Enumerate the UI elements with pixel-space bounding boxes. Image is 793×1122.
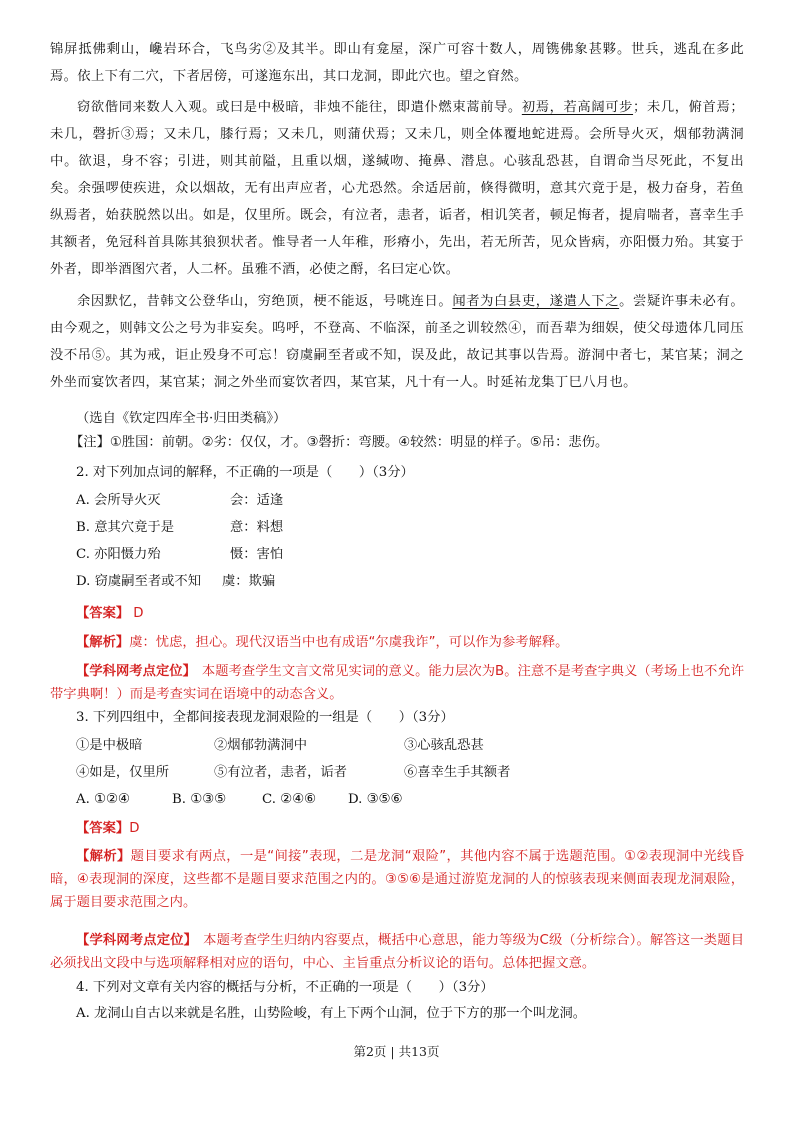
q3-analysis bbox=[50, 845, 744, 914]
analysis-tag: 【解析】 bbox=[76, 635, 130, 650]
underlined-sentence-2: 闻者为白县吏，遂遣人下之 bbox=[452, 294, 620, 309]
answer-tag: 【答案】 bbox=[76, 606, 130, 621]
q2-option-a-gloss: 会：适逢 bbox=[230, 493, 284, 508]
q2-option-b: B. 意其穴竟于是 bbox=[76, 520, 175, 535]
passage-text-2b: ；未几，俯首焉；未几，磬折③焉；又未几，膝行焉；又未几，则蒲伏焉；又未几，则全体覆地蛇进焉。会所导火灭，烟郁勃满洞中。欲退，身不容；引进，则其前隘，且重以烟，遂缄吻、掩鼻、潜息。心骇乱恐甚，自谓命当尽死此，不复出矣。余强啰使疾进，众以烟故，无有出声应者，心尤恐然。余适居前，倏得微明，意其穴竟于是，极力奋身，若鱼纵焉者，始获脱然以出。如是，仅里所。既会，有泣者，恚者，诟者，相讥笑者，顿足悔者，提肩喘者，喜幸生手其额者，免冠科首具陈其狼狈状者。惟导者一人年稚，形瘠小，先出，若无所苦，见众皆病，亦阳慑力殆。其宴于外者，即举酒图穴者，人二杯。虽雅不酒，必使之酹，名曰定心饮。 bbox=[50, 100, 744, 277]
q3-choice-c: C. ②④⑥ bbox=[262, 792, 316, 807]
q2-option-c: C. 亦阳慑力殆 bbox=[76, 547, 161, 562]
q2-option-b-gloss: 意：料想 bbox=[230, 520, 284, 535]
underlined-sentence-1: 初焉，若高阔可步 bbox=[521, 100, 634, 115]
passage-text-3a: 余因默忆，昔韩文公登华山，穷绝顶，梗不能返，号咷连日。 bbox=[77, 294, 453, 309]
passage-paragraph-3 bbox=[50, 288, 744, 396]
q3-choice-b: B. ①③⑤ bbox=[172, 792, 226, 807]
q2-option-d-gloss: 虞：欺骗 bbox=[222, 574, 276, 589]
analysis-tag: 【解析】 bbox=[76, 849, 131, 864]
analysis-text: 虞：忧虑，担心。现代汉语当中也有成语“尔虞我诈”，可以作为参考解释。 bbox=[129, 635, 569, 650]
passage-paragraph-2 bbox=[50, 94, 744, 283]
knowledge-point-tag: 【学科网考点定位】 bbox=[76, 664, 196, 679]
q3-choice-a: A. ①②④ bbox=[76, 792, 130, 807]
q3-item-2: ②烟郁勃满洞中 bbox=[214, 738, 308, 753]
passage-note: 【注】①胜国：前朝。②劣：仅仅，才。③磬折：弯腰。④较然：明显的样子。⑤吊：悲伤。 bbox=[70, 435, 609, 450]
passage-text-3b: 。尝疑许事未必有。由今观之，则韩文公之号为非妄矣。呜呼，不登高、不临深，前圣之训较然④，而吾辈为细娱，使父母遗体几同压没不吊⑤。其为戒，讵止殁身不可忘！窃虞嗣至者或不知，误及此，故记其事以告焉。游洞中者七，某官某；洞之外坐而宴饮者四，某官某；洞之外坐而宴饮者四，某官某，凡十有一人。时延祐龙集丁巳八月也。 bbox=[50, 294, 744, 390]
answer-tag: 【答案】 bbox=[76, 821, 130, 836]
answer-value: D bbox=[133, 606, 144, 621]
passage-text-1: 锦屏抵佛剩山，巉岩环合，飞鸟劣②及其半。即山有龛屋，深广可容十数人，周镌佛象甚夥。世兵，逃乱在多此焉。依上下有二穴，下者居傍，可遂迤东出，其口龙洞，即此穴也。望之窅然。 bbox=[50, 42, 744, 84]
q3-stem: 3. 下列四组中，全都间接表现龙洞艰险的一组是（ ）（3分） bbox=[76, 710, 454, 725]
passage-text-2a: 窃欲偕同来数人入观。或曰是中极暗，非烛不能往，即遣仆燃束蒿前导。 bbox=[77, 100, 522, 115]
passage-source: （选自《钦定四库全书·归田类稿》） bbox=[76, 411, 287, 426]
passage-paragraph-1 bbox=[50, 36, 744, 90]
q2-knowledge-point bbox=[50, 660, 744, 706]
answer-value: D bbox=[129, 821, 140, 836]
knowledge-point-text: 本题考查学生文言文常见实词的意义。能力层次为B。注意不是考查字典义（考场上也不允许带字典啊！）而是考查实词在语境中的动态含义。 bbox=[50, 664, 745, 702]
q3-item-3: ③心骇乱恐甚 bbox=[404, 738, 484, 753]
q3-answer bbox=[76, 818, 139, 840]
q2-option-a: A. 会所导火灭 bbox=[76, 493, 161, 508]
q2-analysis bbox=[50, 631, 744, 654]
knowledge-point-text: 本题考查学生归纳内容要点，概括中心意思，能力等级为C级（分析综合）。解答这一类题目必须找出文段中与选项解释相对应的语句，中心、主旨重点分析议论的语句。总体把握文意。 bbox=[50, 933, 744, 971]
q3-item-4: ④如是，仅里所 bbox=[76, 765, 170, 780]
q3-choice-d: D. ③⑤⑥ bbox=[348, 792, 403, 807]
q3-item-6: ⑥喜幸生手其额者 bbox=[404, 765, 511, 780]
q2-stem: 2. 对下列加点词的解释，不正确的一项是（ ）（3分） bbox=[76, 465, 414, 480]
q4-option-a: A. 龙洞山自古以来就是名胜，山势险峻，有上下两个山洞，位于下方的那一个叫龙洞。 bbox=[76, 1006, 587, 1021]
q2-option-d: D. 窃虞嗣至者或不知 bbox=[76, 574, 202, 589]
q3-knowledge-point bbox=[50, 929, 744, 975]
analysis-text: 题目要求有两点，一是“间接”表现，二是龙洞“艰险”，其他内容不属于选题范围。①②表现洞中光线昏暗，④表现洞的深度，这些都不是题目要求范围之内的。③⑤⑥是通过游览龙洞的人的惊骇表现来侧面表现龙洞艰险，属于题目要求范围之内。 bbox=[50, 849, 744, 910]
q3-item-1: ①是中极暗 bbox=[76, 738, 143, 753]
page-footer: 第2页 | 共13页 bbox=[353, 1044, 440, 1059]
knowledge-point-tag: 【学科网考点定位】 bbox=[76, 933, 198, 948]
q2-answer bbox=[76, 603, 143, 625]
q3-item-5: ⑤有泣者，恚者，诟者 bbox=[214, 765, 347, 780]
q2-option-c-gloss: 慑：害怕 bbox=[230, 547, 284, 562]
q4-stem: 4. 下列对文章有关内容的概括与分析，不正确的一项是（ ）（3分） bbox=[76, 980, 494, 995]
